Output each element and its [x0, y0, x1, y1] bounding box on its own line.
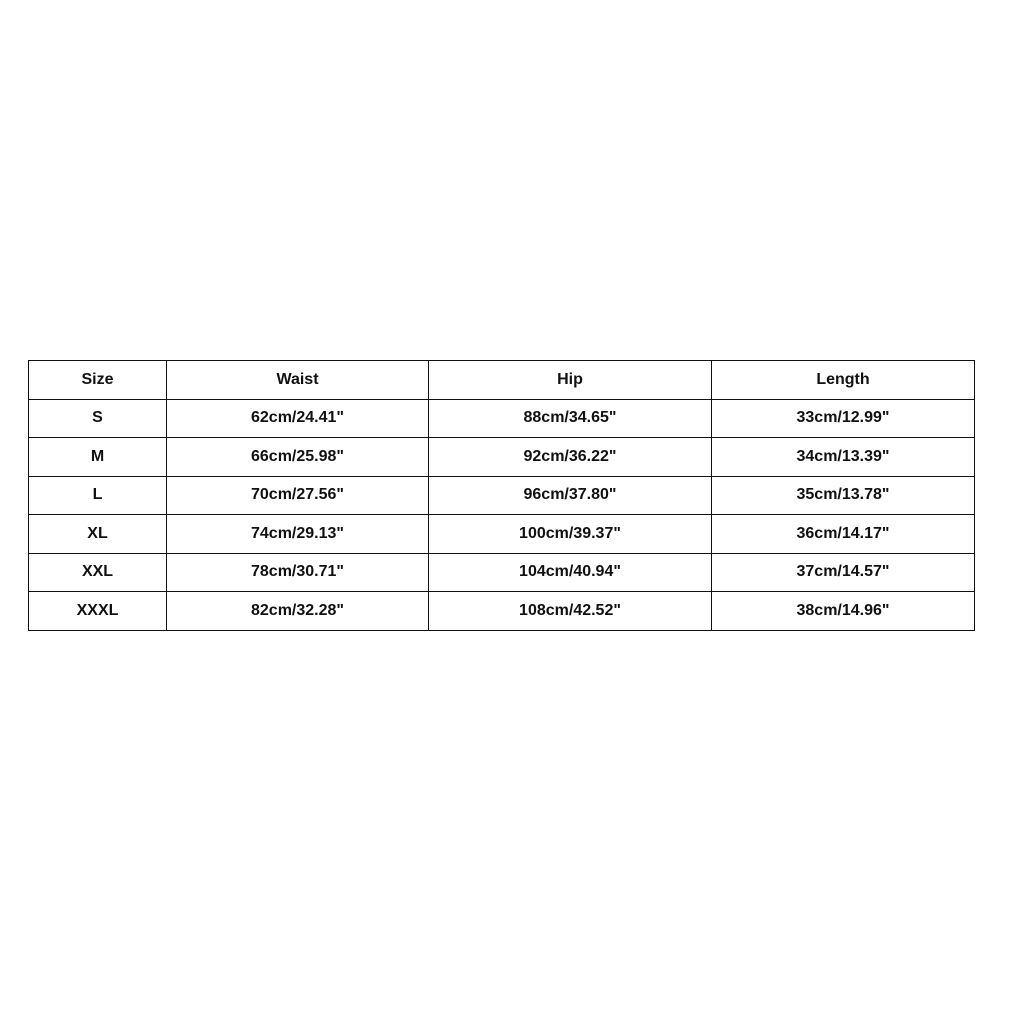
- length-cell: 36cm/14.17": [712, 515, 975, 554]
- size-cell: XXL: [29, 553, 167, 592]
- header-waist: Waist: [167, 361, 429, 400]
- hip-cell: 108cm/42.52": [429, 592, 712, 631]
- table-row: [29, 515, 975, 554]
- size-cell: XXXL: [29, 592, 167, 631]
- hip-cell: 96cm/37.80": [429, 476, 712, 515]
- hip-cell: 92cm/36.22": [429, 438, 712, 477]
- length-cell: 34cm/13.39": [712, 438, 975, 477]
- length-cell: 33cm/12.99": [712, 399, 975, 438]
- header-length: Length: [712, 361, 975, 400]
- hip-cell: 100cm/39.37": [429, 515, 712, 554]
- length-cell: 38cm/14.96": [712, 592, 975, 631]
- length-cell: 37cm/14.57": [712, 553, 975, 592]
- header-row: [29, 361, 975, 400]
- table-row: [29, 438, 975, 477]
- waist-cell: 78cm/30.71": [167, 553, 429, 592]
- table-row: [29, 553, 975, 592]
- table-row: [29, 399, 975, 438]
- header-size: Size: [29, 361, 167, 400]
- table-row: [29, 476, 975, 515]
- waist-cell: 82cm/32.28": [167, 592, 429, 631]
- hip-cell: 88cm/34.65": [429, 399, 712, 438]
- length-cell: 35cm/13.78": [712, 476, 975, 515]
- size-cell: XL: [29, 515, 167, 554]
- size-cell: M: [29, 438, 167, 477]
- header-hip: Hip: [429, 361, 712, 400]
- size-chart-table: [28, 360, 975, 631]
- waist-cell: 62cm/24.41": [167, 399, 429, 438]
- size-cell: L: [29, 476, 167, 515]
- waist-cell: 66cm/25.98": [167, 438, 429, 477]
- size-cell: S: [29, 399, 167, 438]
- waist-cell: 74cm/29.13": [167, 515, 429, 554]
- table-row: [29, 592, 975, 631]
- hip-cell: 104cm/40.94": [429, 553, 712, 592]
- waist-cell: 70cm/27.56": [167, 476, 429, 515]
